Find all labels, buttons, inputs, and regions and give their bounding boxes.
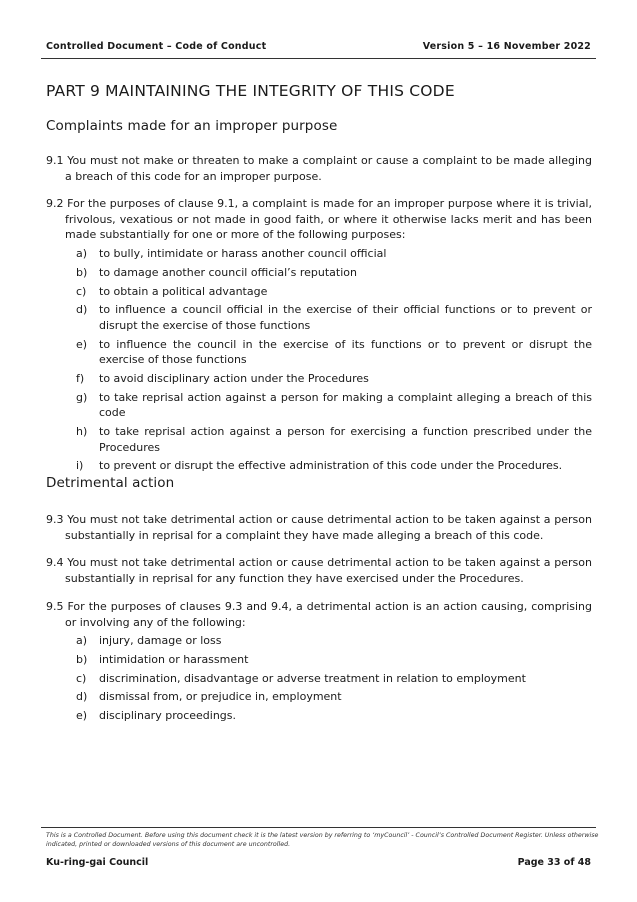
list-item: i) to prevent or disrupt the effective administration of this code under the Procedures. (76, 459, 563, 473)
list-item: c) discrimination, disadvantage or adverse treatment in relation to employment (76, 671, 526, 685)
clause-9-3: 9.3 You must not take detrimental action or cause detrimental action to be taken against a person substantially in reprisal for a complaint they have made alleging a breach of this code. (46, 513, 592, 542)
clause-9-2-list (76, 246, 592, 477)
list-item: d) to influence a council official in the exercise of their official functions or to prevent or disrupt the exercise of those functions (76, 303, 592, 332)
list-item: g) to take reprisal action against a person for making a complaint alleging a breach of this code (76, 390, 592, 420)
list-item: a) injury, damage or loss (76, 634, 222, 647)
header-divider (41, 58, 596, 59)
list-item: b) intimidation or harassment (76, 652, 249, 666)
controlled-document-note: This is a Controlled Document. Before using this document check it is the latest version by referring to ‘myCouncil’ - Council’s Controlled Document Register. Unless otherwise indicated, printed or downloaded versions of this document are uncontrolled. (46, 832, 599, 848)
clause-9-4: 9.4 You must not take detrimental action or cause detrimental action to be taken against a person substantially in reprisal for any function they have exercised under the Procedures. (46, 556, 592, 585)
footer-divider (41, 827, 596, 828)
list-item: c) to obtain a political advantage (76, 284, 268, 298)
list-item: b) to damage another council official’s reputation (76, 265, 357, 279)
clause-9-1: 9.1 You must not make or threaten to make a complaint or cause a complaint to be made alleging a breach of this code for an improper purpose. (46, 154, 592, 183)
footer-organisation: Ku-ring-gai Council (46, 857, 149, 868)
section-heading-complaints: Complaints made for an improper purpose (46, 118, 338, 134)
clause-9-5-list (76, 633, 592, 727)
section-heading-detrimental-action: Detrimental action (46, 475, 175, 491)
header-document-title: Controlled Document – Code of Conduct (46, 41, 267, 52)
clause-9-5: 9.5 For the purposes of clauses 9.3 and 9.4, a detrimental action is an action causing, comprising or involving any of the following: (46, 600, 592, 629)
list-item: h) to take reprisal action against a person for exercising a function prescribed under the Procedures (76, 425, 592, 454)
page-number: Page 33 of 48 (517, 857, 591, 868)
clause-9-2: 9.2 For the purposes of clause 9.1, a complaint is made for an improper purpose where it is trivial, frivolous, vexatious or not made in good faith, or where it otherwise lacks merit and has been made substantially for one or more of the following purposes: (46, 197, 592, 241)
header-version: Version 5 – 16 November 2022 (422, 41, 591, 52)
list-item: e) disciplinary proceedings. (76, 709, 237, 723)
part-title: PART 9 MAINTAINING THE INTEGRITY OF THIS CODE (46, 82, 455, 100)
list-item: f) to avoid disciplinary action under the Procedures (76, 371, 369, 385)
list-item: a) to bully, intimidate or harass another council official (76, 247, 387, 260)
list-item: d) dismissal from, or prejudice in, employment (76, 690, 342, 704)
list-item: e) to influence the council in the exercise of its functions or to prevent or disrupt the exercise of those functions (76, 337, 592, 367)
